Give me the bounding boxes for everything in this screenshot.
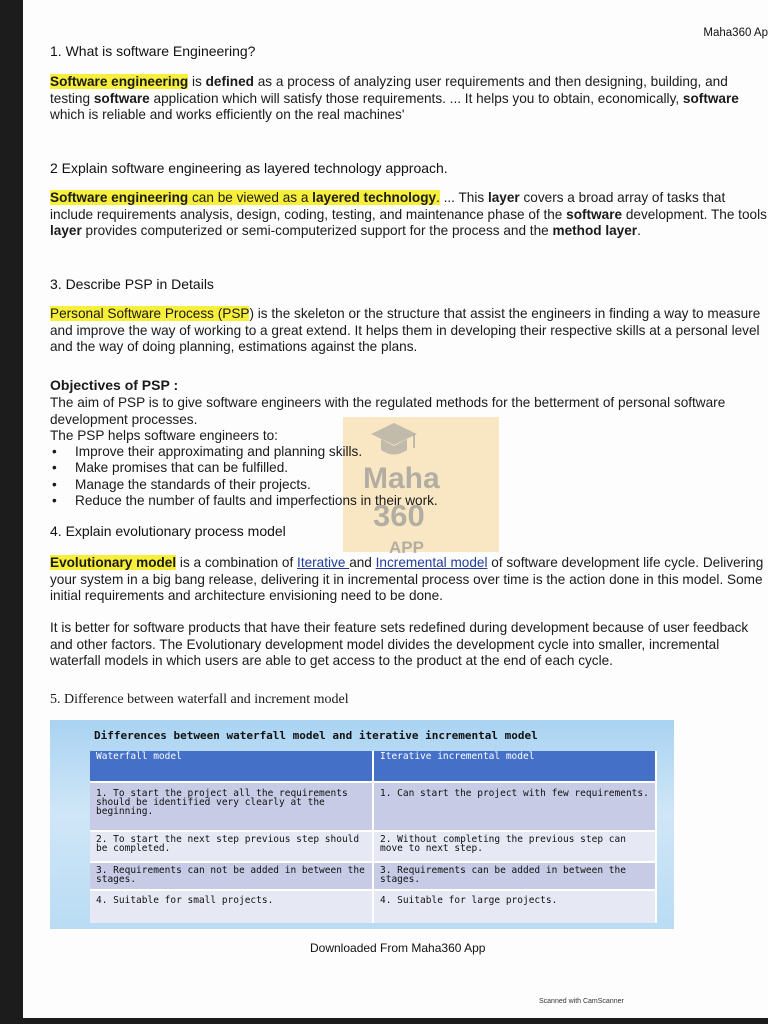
list-item: • Improve their approximating and planning skills. — [50, 444, 750, 460]
table-title: Differences between waterfall model and iterative incremental model — [94, 729, 538, 742]
question-2-title: 2 Explain software engineering as layered technology approach. — [50, 160, 448, 176]
incremental-model-link[interactable]: Incremental model — [375, 555, 488, 570]
text: provides computerized or semi-computerized support for the process and the — [81, 223, 553, 238]
question-3-title: 3. Describe PSP in Details — [50, 276, 214, 292]
table-row — [90, 831, 656, 862]
answer-4 — [50, 555, 768, 605]
question-4-title: 4. Explain evolutionary process model — [50, 523, 286, 539]
objectives-heading: Objectives of PSP : — [50, 377, 179, 393]
text: as a process of analyzing user requirements and then designing, building, and testing — [50, 74, 728, 106]
objectives-text: The aim of PSP is to give software engineers with the regulated methods for the betterment of personal software development processes. — [50, 395, 726, 427]
text: is — [188, 74, 206, 89]
text: can be viewed as a — [188, 190, 313, 205]
psp-bullet-list — [50, 444, 750, 509]
table-cell: 3. Requirements can be added in between the stages. — [373, 862, 656, 890]
text: ) is the skeleton or the structure that assist the engineers in finding a way to measure and improve the way of working to a great extend. It helps them in developing their respective skills at a personal level and the way of doing planning, estimations against the plans. — [50, 306, 761, 354]
scanner-watermark: Scanned with CamScanner — [539, 998, 624, 1005]
watermark-app: APP — [389, 538, 424, 557]
comparison-table — [90, 751, 657, 923]
bold-term: method layer — [552, 223, 638, 238]
table-header-iterative: Iterative incremental model — [373, 751, 656, 782]
answer-4-continued: It is better for software products that have their feature sets redefined during development because of user feedback and other factors. The Evolutionary development model divides the development cycle into smaller, incremental waterfall models in which users are able to get access to the product at the end of each cycle. — [50, 620, 749, 668]
answer-2 — [50, 190, 768, 240]
table-row — [90, 782, 656, 831]
list-item: • Reduce the number of faults and imperfections in their work. — [50, 493, 750, 509]
bold-term: layer — [487, 190, 520, 205]
header-app-label: Maha360 Ap — [703, 27, 768, 39]
bold-term: Software engineering — [50, 190, 189, 205]
list-item: • Manage the standards of their projects. — [50, 477, 750, 493]
text: development. The tools — [622, 206, 767, 222]
highlight-term: Personal Software Process (PSP — [50, 306, 250, 321]
table-row — [90, 890, 656, 923]
table-cell: 2. Without completing the previous step can move to next step. — [373, 831, 656, 862]
list-item: • Make promises that can be fulfilled. — [50, 460, 750, 476]
table-cell: 4. Suitable for small projects. — [90, 890, 373, 923]
table-cell: 2. To start the next step previous step should be completed. — [90, 831, 373, 862]
table-cell: 3. Requirements can not be added in between the stages. — [90, 862, 373, 890]
bold-term: software — [566, 206, 623, 222]
text: which is reliable and works efficiently on the real machines' — [50, 107, 405, 122]
iterative-link[interactable]: Iterative — [297, 555, 350, 570]
table-cell: 1. To start the project all the requirements should be identified very clearly at the beginning. — [90, 782, 373, 831]
question-1-title: 1. What is software Engineering? — [50, 43, 256, 59]
table-header-waterfall: Waterfall model — [90, 751, 373, 782]
bold-term: layered technology — [312, 190, 437, 205]
text: is a combination of — [176, 555, 298, 570]
text: of software development life cycle. Delivering your system in a big bang release, delivering it in incremental process over time is the action done in this model. Some initial requirements and architecture envisioning need to be done. — [50, 555, 764, 603]
text: application which will satisfy those requirements. ... It helps you to obtain, economically, — [149, 90, 683, 106]
downloaded-from-footer: Downloaded From Maha360 App — [310, 941, 486, 955]
text: covers a broad array of tasks that include requirements analysis, design, coding, testing, and maintenance phase of the — [50, 190, 726, 222]
text: . — [637, 223, 641, 238]
watermark-360: 360 — [373, 498, 425, 533]
bold-term: defined — [205, 74, 254, 89]
answer-3 — [50, 306, 768, 356]
question-5-title: 5. Difference between waterfall and increment model — [50, 692, 349, 707]
watermark-maha: Maha — [363, 462, 440, 495]
text: ... This — [439, 190, 488, 205]
text: . — [436, 190, 440, 205]
psp-helps-intro: The PSP helps software engineers to: — [50, 428, 278, 443]
table-row — [90, 862, 656, 890]
answer-1 — [50, 74, 768, 124]
text: and — [349, 555, 376, 570]
bold-term: layer — [50, 223, 82, 238]
bold-term: software — [682, 90, 739, 106]
highlight-term: Software engineering — [50, 74, 189, 89]
bold-term: software — [93, 90, 150, 106]
document-page — [23, 0, 768, 1018]
highlight-term: Evolutionary model — [50, 555, 177, 570]
table-cell: 1. Can start the project with few requirements. — [373, 782, 656, 831]
table-cell: 4. Suitable for large projects. — [373, 890, 656, 923]
comparison-table-image — [50, 720, 674, 929]
